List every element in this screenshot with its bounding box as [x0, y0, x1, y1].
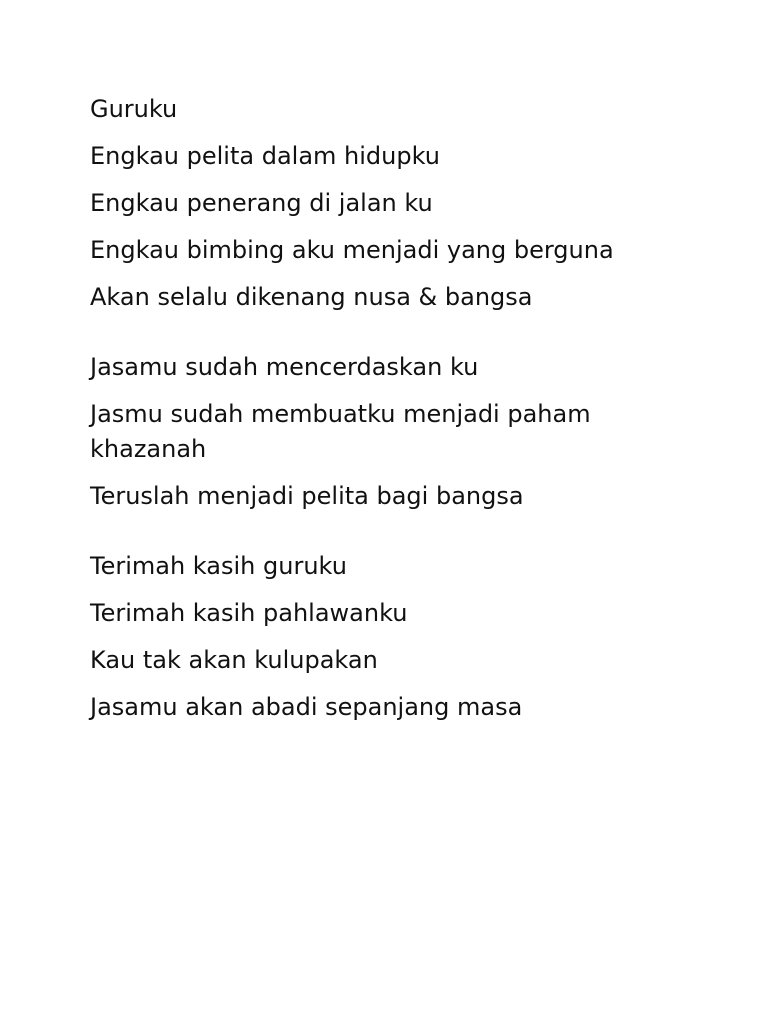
poem-line: Akan selalu dikenang nusa & bangsa [90, 283, 533, 311]
poem-line: Terimah kasih pahlawanku [90, 599, 408, 627]
poem-line: Guruku [90, 95, 178, 123]
poem-line: Teruslah menjadi pelita bagi bangsa [90, 482, 524, 510]
poem-line: Jasmu sudah membuatku menjadi paham khazanah [90, 400, 591, 463]
poem-line: Jasamu akan abadi sepanjang masa [90, 693, 523, 721]
poem-line: Kau tak akan kulupakan [90, 646, 378, 674]
poem-body [90, 92, 690, 737]
stanza-3 [90, 549, 690, 725]
poem-line: Jasamu sudah mencerdaskan ku [90, 353, 479, 381]
stanza-1 [90, 92, 690, 315]
poem-line: Engkau penerang di jalan ku [90, 189, 433, 217]
poem-line: Engkau bimbing aku menjadi yang berguna [90, 236, 614, 264]
poem-line: Terimah kasih guruku [90, 552, 347, 580]
poem-line: Engkau pelita dalam hidupku [90, 142, 440, 170]
stanza-2 [90, 350, 690, 514]
